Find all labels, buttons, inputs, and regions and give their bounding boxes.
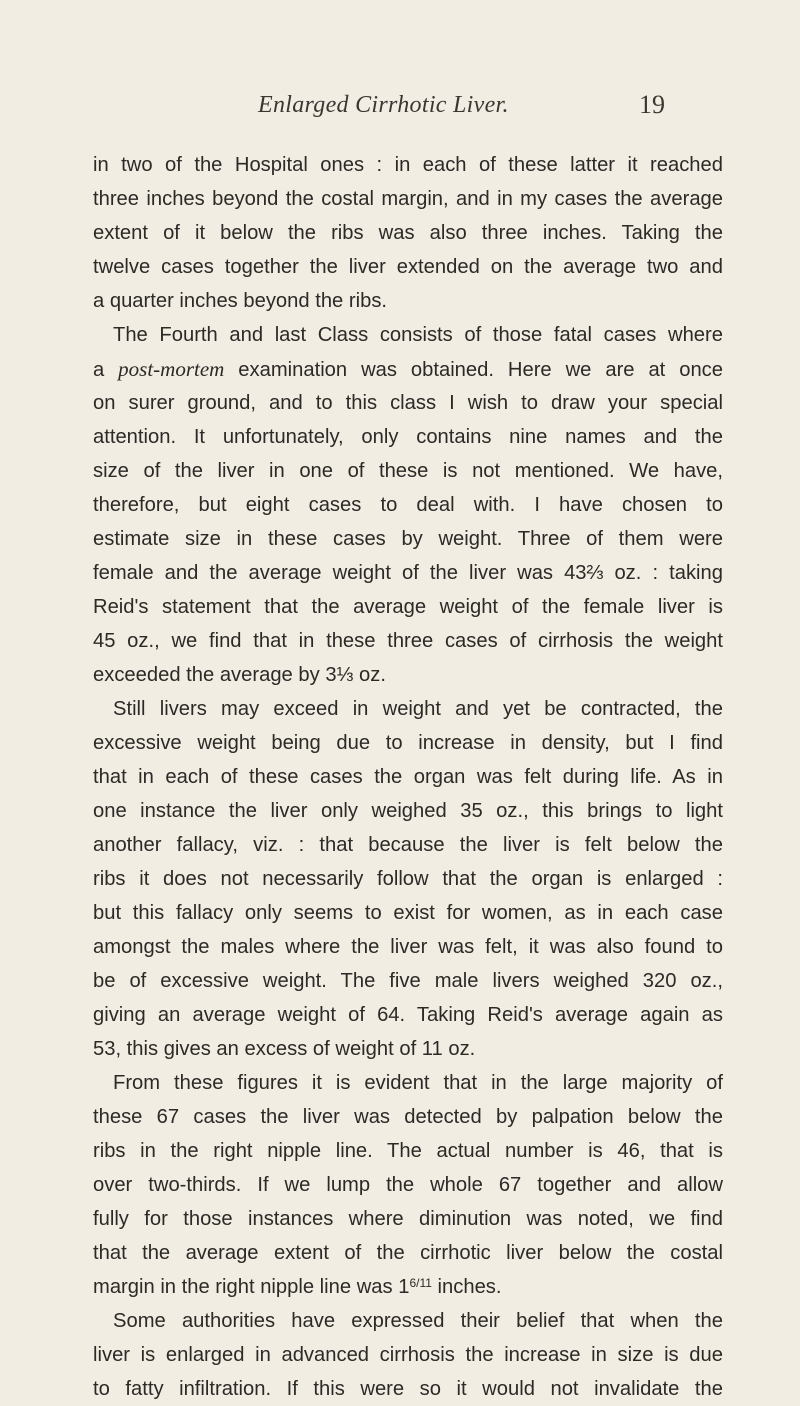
text-line: amongst the males where the liver was felt, it was also found to — [93, 936, 723, 958]
text-line: liver is enlarged in advanced cirrhosis the increase in size is due — [93, 1344, 723, 1366]
text-line: Some authorities have expressed their belief that when the — [113, 1310, 723, 1332]
text-line: giving an average weight of 64. Taking Reid's average again as — [93, 1004, 723, 1026]
text-line: ribs it does not necessarily follow that the organ is enlarged : — [93, 868, 723, 890]
text-line: therefore, but eight cases to deal with. I have chosen to — [93, 494, 723, 516]
text-line: From these figures it is evident that in the large majority of — [113, 1072, 723, 1094]
text-line: The Fourth and last Class consists of those fatal cases where — [113, 324, 723, 346]
inches-suffix: inches. — [431, 1276, 502, 1298]
text-line: fully for those instances where diminution was noted, we find — [93, 1208, 723, 1230]
text-line — [93, 1270, 723, 1304]
text-line: in two of the Hospital ones : in each of these latter it reached — [93, 154, 723, 176]
text-line: over two-thirds. If we lump the whole 67 together and allow — [93, 1174, 723, 1196]
page-number: 19 — [639, 90, 665, 119]
text-line: Still livers may exceed in weight and yet be contracted, the — [113, 698, 723, 720]
text-line: to fatty infiltration. If this were so it would not invalidate the — [93, 1378, 723, 1400]
text-line: Reid's statement that the average weight of the female liver is — [93, 596, 723, 618]
post-mortem-term: post-mortem — [118, 357, 225, 381]
text-line — [93, 352, 723, 386]
text-line: be of excessive weight. The five male livers weighed 320 oz., — [93, 970, 723, 992]
text-line: estimate size in these cases by weight. Three of them were — [93, 528, 723, 550]
text-line: twelve cases together the liver extended on the average two and — [93, 256, 723, 278]
inches-fraction: 6/11 — [409, 1276, 432, 1290]
text-line: exceeded the average by 3⅓ oz. — [93, 664, 386, 686]
text-line-start: margin in the right nipple line was 1 — [93, 1276, 410, 1298]
post-mortem-prefix: a — [93, 359, 119, 381]
text-line: that in each of these cases the organ was felt during life. As in — [93, 766, 723, 788]
running-head — [0, 92, 800, 132]
running-title: Enlarged Cirrhotic Liver. — [258, 92, 509, 118]
text-line: these 67 cases the liver was detected by palpation below the — [93, 1106, 723, 1128]
text-line: 53, this gives an excess of weight of 11 oz. — [93, 1038, 476, 1060]
text-line: ribs in the right nipple line. The actual number is 46, that is — [93, 1140, 723, 1162]
text-line: that the average extent of the cirrhotic liver below the costal — [93, 1242, 723, 1264]
text-line: one instance the liver only weighed 35 oz., this brings to light — [93, 800, 723, 822]
body-text — [93, 148, 723, 1406]
text-line: 45 oz., we find that in these three cases of cirrhosis the weight — [93, 630, 723, 652]
text-line: another fallacy, viz. : that because the liver is felt below the — [93, 834, 723, 856]
text-line: excessive weight being due to increase in density, but I find — [93, 732, 723, 754]
text-line: attention. It unfortunately, only contains nine names and the — [93, 426, 723, 448]
text-line: size of the liver in one of these is not mentioned. We have, — [93, 460, 723, 482]
text-line: female and the average weight of the liver was 43⅔ oz. : taking — [93, 562, 723, 584]
text-line: but this fallacy only seems to exist for women, as in each case — [93, 902, 723, 924]
text-line: three inches beyond the costal margin, and in my cases the average — [93, 188, 723, 210]
text-line: on surer ground, and to this class I wish to draw your special — [93, 392, 723, 414]
text-line-rest: examination was obtained. Here we are at once — [238, 359, 723, 381]
text-line: extent of it below the ribs was also three inches. Taking the — [93, 222, 723, 244]
text-line: a quarter inches beyond the ribs. — [93, 290, 388, 312]
